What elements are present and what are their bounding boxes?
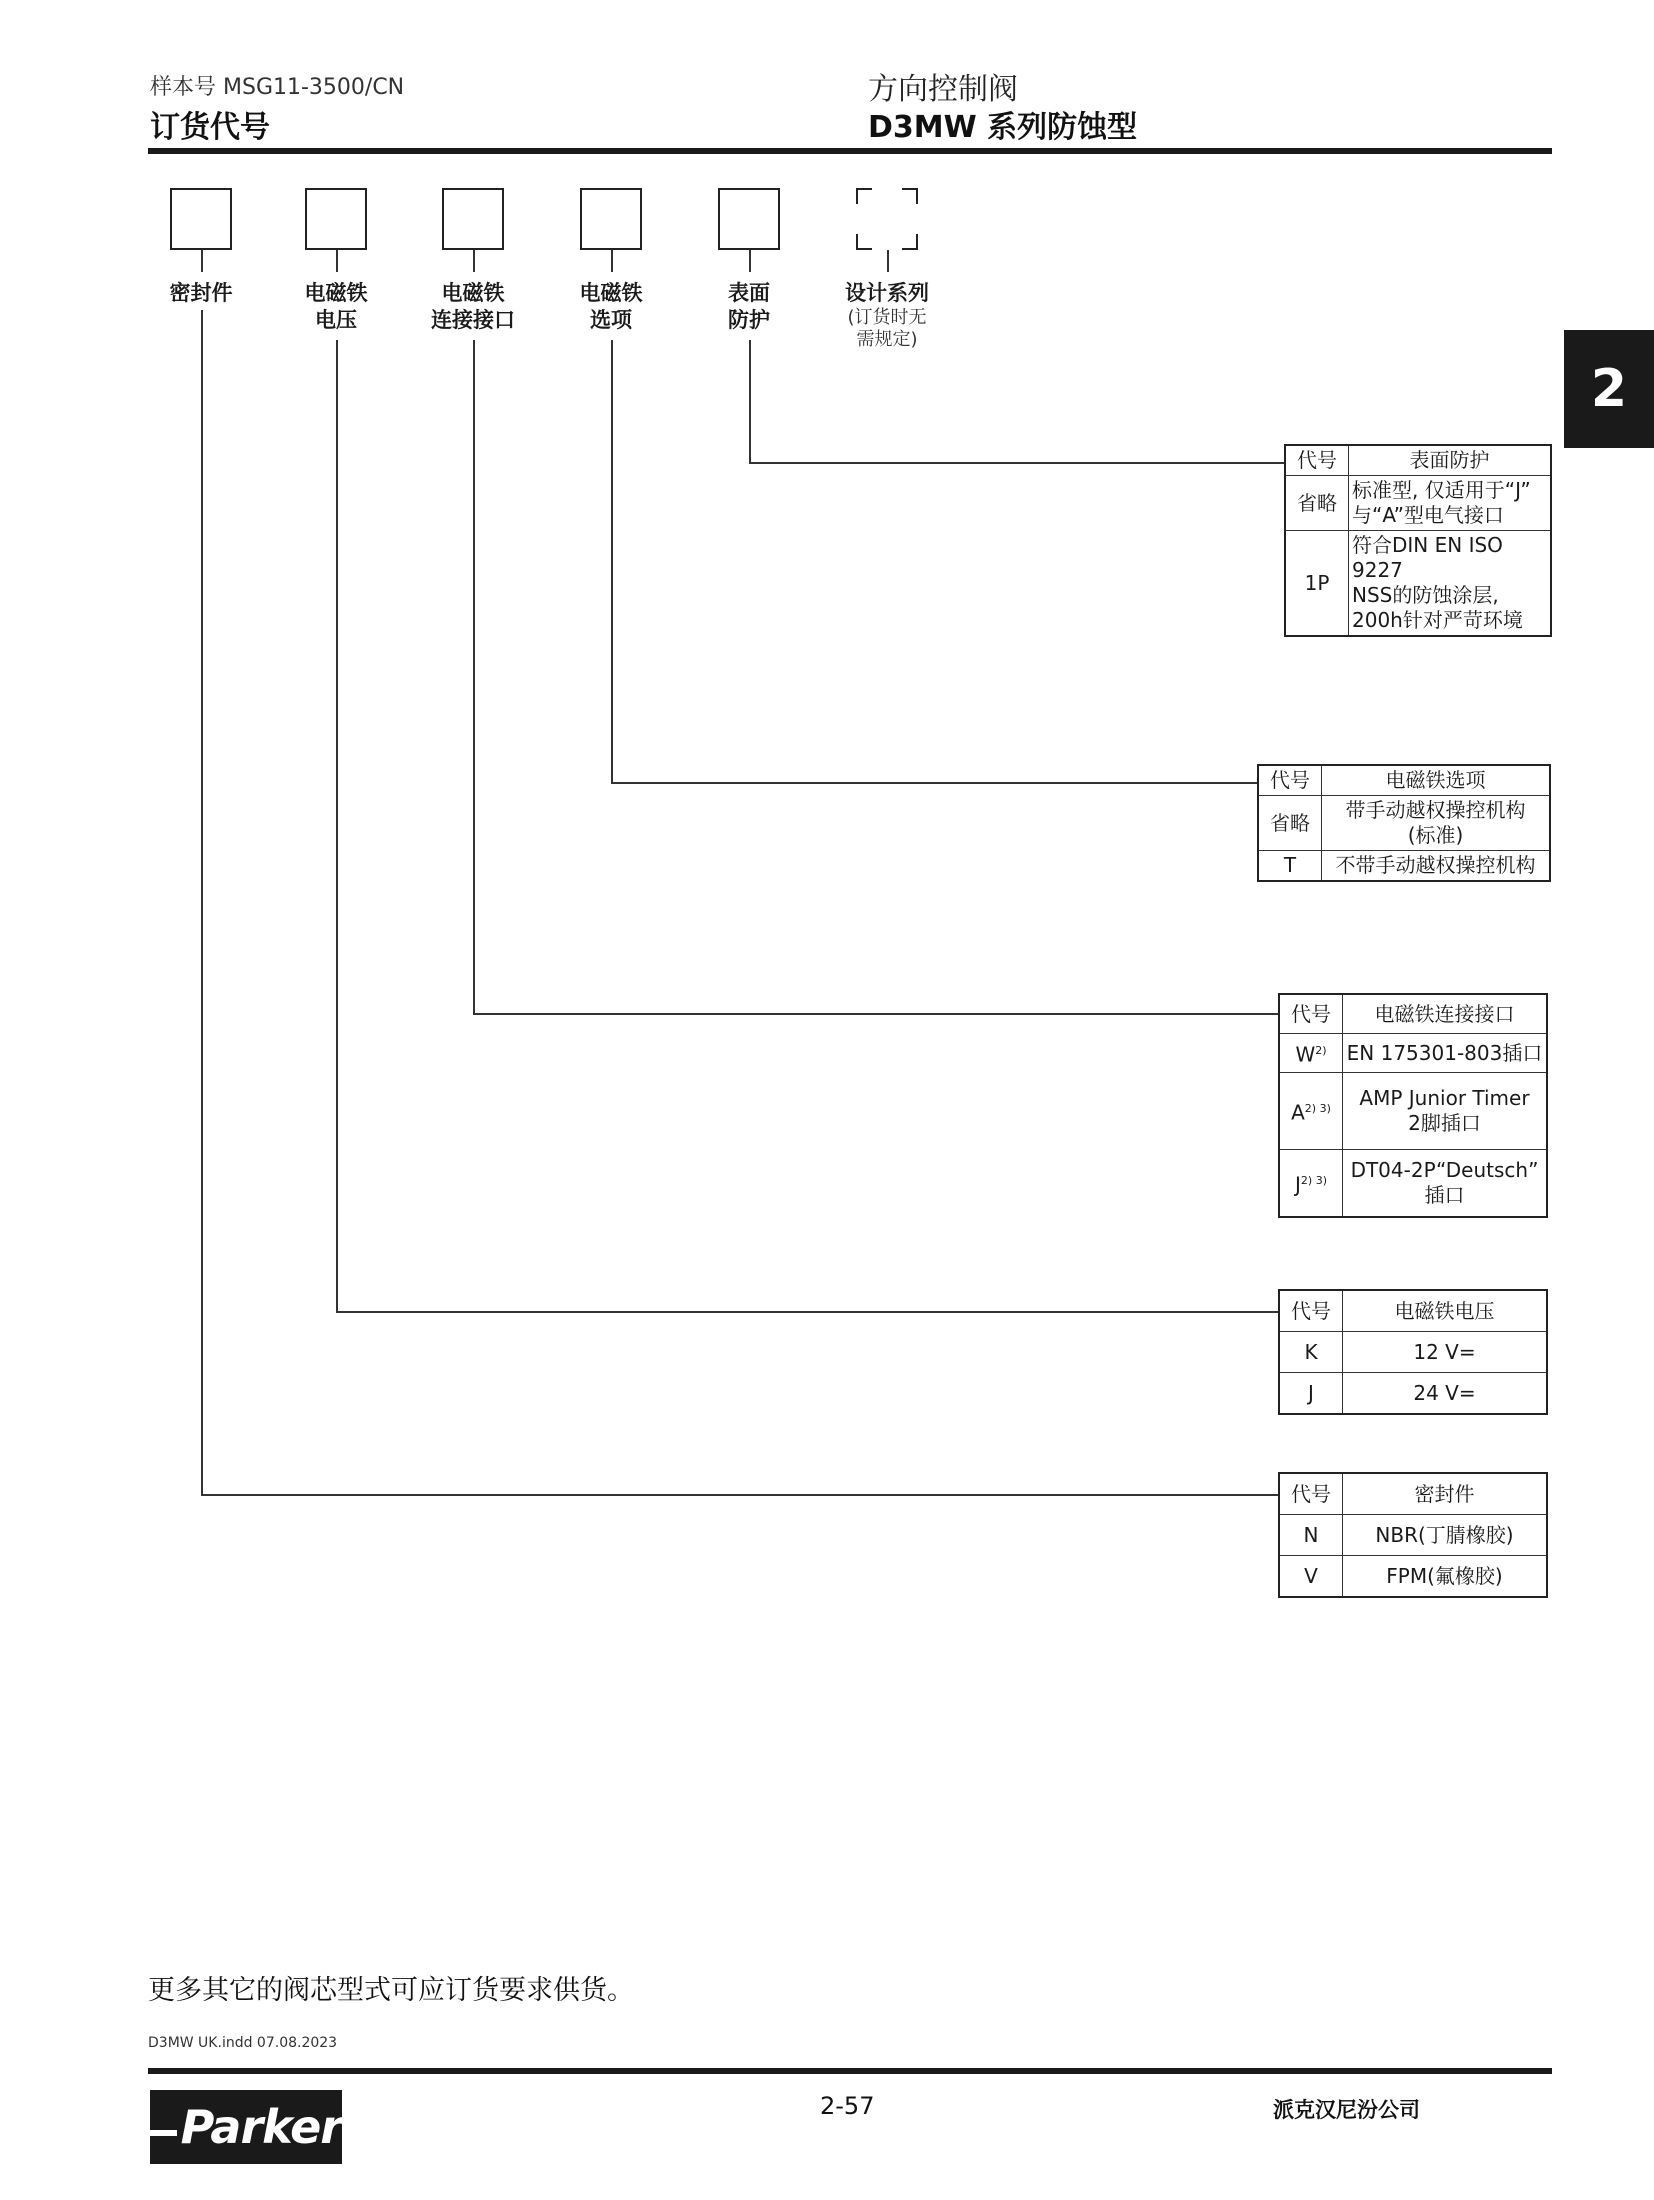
- table-cell-code: J: [1279, 1373, 1343, 1415]
- code-box-design-series: [856, 188, 918, 250]
- solenoid-connection-table: [1278, 993, 1548, 1218]
- table-cell-desc: 不带手动越权操控机构: [1322, 851, 1551, 882]
- page-number: 2-57: [820, 2092, 875, 2120]
- table-cell-code: $A^{2) 3)}$: [1279, 1073, 1343, 1150]
- table-header-desc: 电磁铁选项: [1322, 765, 1551, 796]
- table-cell-code: K: [1279, 1332, 1343, 1373]
- table-cell-code: 省略: [1258, 796, 1322, 851]
- solenoid-option-table: [1257, 764, 1551, 882]
- stem-surface: [749, 250, 751, 272]
- leader-seal-horizontal: [201, 1494, 1278, 1496]
- leader-seal-vertical: [201, 310, 203, 1495]
- leader-surface-horizontal: [749, 462, 1284, 464]
- leader-connection-horizontal: [473, 1013, 1278, 1015]
- table-header-desc: 表面防护: [1349, 445, 1552, 476]
- parker-logo: Parker: [150, 2090, 342, 2164]
- chapter-tab: 2: [1564, 330, 1654, 448]
- table-cell-code: $J^{2) 3)}$: [1279, 1150, 1343, 1218]
- table-header-desc: 密封件: [1343, 1473, 1548, 1515]
- table-cell-code: 省略: [1285, 476, 1349, 531]
- company-name: 派克汉尼汾公司: [1273, 2098, 1420, 2122]
- table-cell-code: V: [1279, 1556, 1343, 1598]
- table-header-code: 代号: [1258, 765, 1322, 796]
- footer-rule: [148, 2068, 1552, 2074]
- code-box-seal: [170, 188, 232, 250]
- header-rule: [148, 148, 1552, 154]
- code-box-voltage: [305, 188, 367, 250]
- table-header-code: 代号: [1279, 1290, 1343, 1332]
- code-box-option: [580, 188, 642, 250]
- table-cell-desc: 12 V=: [1343, 1332, 1548, 1373]
- stem-connection: [473, 250, 475, 272]
- table-cell-desc: 符合DIN EN ISO 9227 NSS的防蚀涂层, 200h针对严苛环境: [1349, 531, 1552, 637]
- leader-option-vertical: [611, 340, 613, 783]
- position-label-connection: 电磁铁 连接接口: [431, 281, 515, 332]
- position-label-option: 电磁铁 选项: [579, 281, 643, 332]
- table-cell-code: 1P: [1285, 531, 1349, 637]
- section-title: 订货代号: [150, 110, 270, 145]
- table-cell-desc: FPM(氟橡胶): [1343, 1556, 1548, 1598]
- leader-surface-vertical: [749, 340, 751, 463]
- table-header-code: 代号: [1279, 994, 1343, 1034]
- table-cell-code: $W^{2)}$: [1279, 1034, 1343, 1073]
- table-header-desc: 电磁铁电压: [1343, 1290, 1548, 1332]
- table-header-code: 代号: [1279, 1473, 1343, 1515]
- leader-voltage-horizontal: [336, 1311, 1278, 1313]
- catalog-number: 样本号 MSG11-3500/CN: [150, 75, 405, 100]
- leader-voltage-vertical: [336, 340, 338, 1312]
- code-box-connection: [442, 188, 504, 250]
- table-header-desc: 电磁铁连接接口: [1343, 994, 1548, 1034]
- table-cell-code: T: [1258, 851, 1322, 882]
- seal-table: [1278, 1472, 1548, 1598]
- table-cell-desc: NBR(丁腈橡胶): [1343, 1515, 1548, 1556]
- stem-seal: [201, 250, 203, 272]
- table-cell-code: N: [1279, 1515, 1343, 1556]
- position-label-design-series: 设计系列 (订货时无 需规定): [845, 281, 929, 350]
- table-cell-desc: EN 175301-803插口: [1343, 1034, 1548, 1073]
- product-title: 方向控制阀: [868, 72, 1018, 107]
- leader-connection-vertical: [473, 340, 475, 1014]
- code-box-surface: [718, 188, 780, 250]
- stem-voltage: [336, 250, 338, 272]
- table-cell-desc: 带手动越权操控机构 (标准): [1322, 796, 1551, 851]
- surface-protection-table: [1284, 444, 1552, 637]
- stem-option: [611, 250, 613, 272]
- table-cell-desc: AMP Junior Timer 2脚插口: [1343, 1073, 1548, 1150]
- footer-note: 更多其它的阀芯型式可应订货要求供货。: [148, 1975, 634, 2006]
- position-label-seal: 密封件: [169, 281, 233, 305]
- product-subtitle: D3MW 系列防蚀型: [868, 110, 1138, 145]
- position-label-voltage: 电磁铁 电压: [304, 281, 368, 332]
- file-info: D3MW UK.indd 07.08.2023: [148, 2035, 338, 2051]
- table-cell-desc: 24 V=: [1343, 1373, 1548, 1415]
- table-cell-desc: 标准型, 仅适用于“J” 与“A”型电气接口: [1349, 476, 1552, 531]
- stem-design-series: [887, 250, 889, 272]
- table-cell-desc: DT04-2P“Deutsch” 插口: [1343, 1150, 1548, 1218]
- position-label-surface: 表面 防护: [728, 281, 770, 332]
- table-header-code: 代号: [1285, 445, 1349, 476]
- solenoid-voltage-table: [1278, 1289, 1548, 1415]
- leader-option-horizontal: [611, 782, 1257, 784]
